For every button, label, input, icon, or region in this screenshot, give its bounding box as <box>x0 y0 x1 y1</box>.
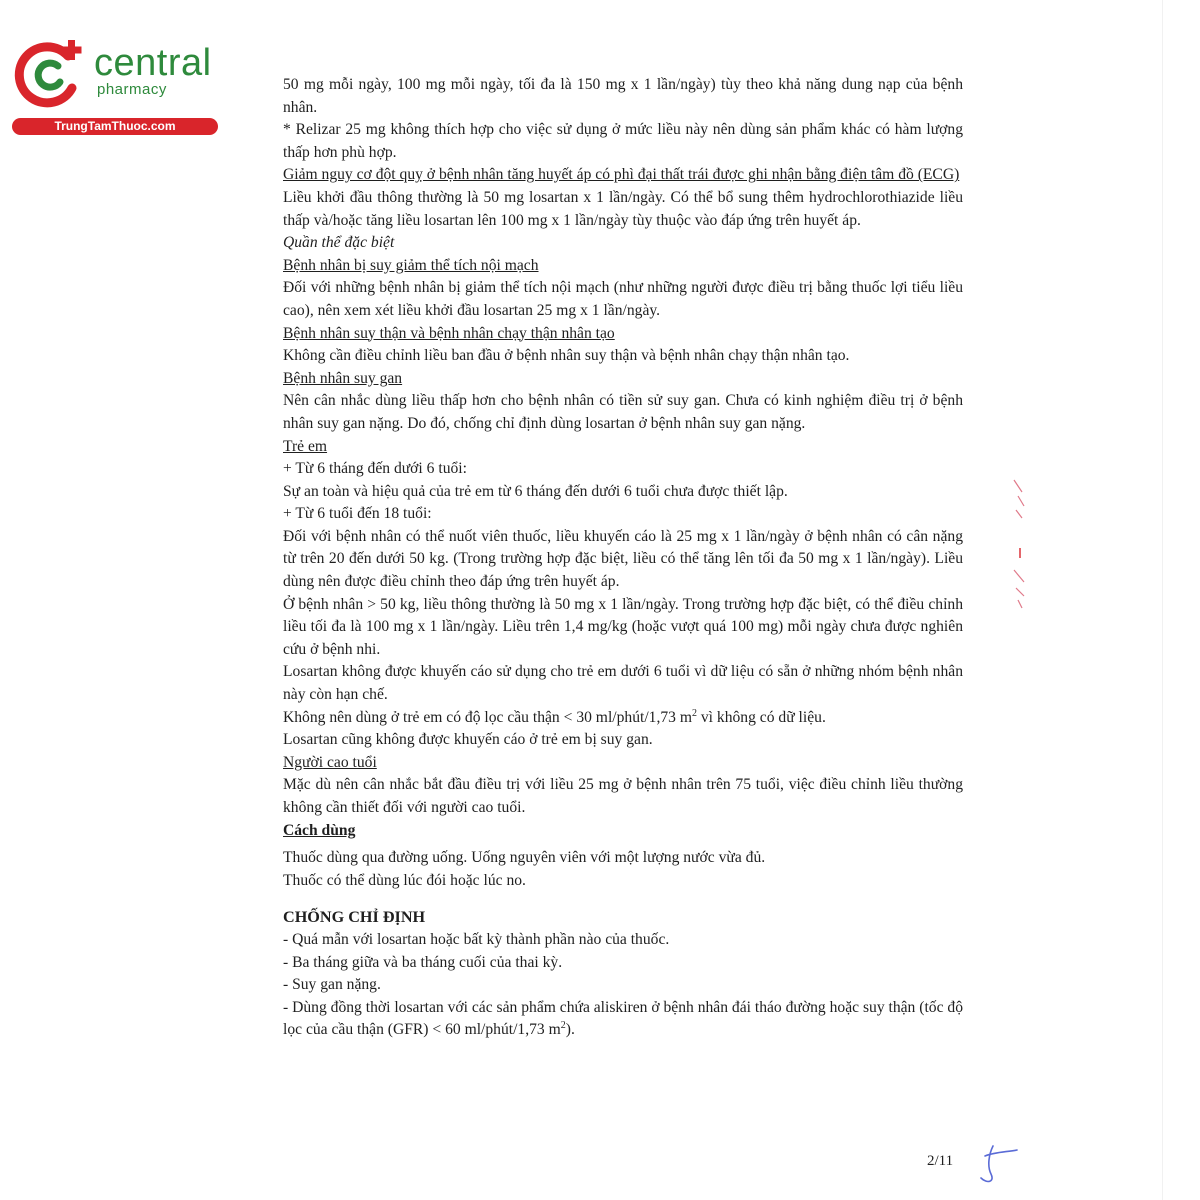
subheading-hepatic: Bệnh nhân suy gan <box>283 369 403 387</box>
list-item: - Ba tháng giữa và ba tháng cuối của thai kỳ. <box>283 953 563 971</box>
paragraph: Không cần điều chỉnh liều ban đầu ở bệnh nhân suy thận và bệnh nhân chạy thận nhân tạo. <box>283 347 850 365</box>
heading-administration: Cách dùng <box>283 821 356 839</box>
document-body <box>283 74 963 1042</box>
text: vì không có dữ liệu. <box>696 708 826 726</box>
text: Không nên dùng ở trẻ em có độ lọc cầu thận < 30 ml/phút/1,73 m <box>283 708 692 726</box>
paragraph <box>283 707 963 730</box>
paragraph: * Relizar 25 mg không thích hợp cho việc sử dụng ở mức liều này nên dùng sản phẩm khác có hàm lượng thấp hơn phù hợp. <box>283 121 963 161</box>
scan-edge-line <box>1162 0 1163 1200</box>
paragraph: Mặc dù nên cân nhắc bắt đầu điều trị với liều 25 mg ở bệnh nhân trên 75 tuổi, việc điều chỉnh liều thường không cần thiết đối với người cao tuổi. <box>283 776 963 816</box>
logo-website-banner[interactable]: TrungTamThuoc.com <box>12 118 218 135</box>
paragraph: Losartan không được khuyến cáo sử dụng cho trẻ em dưới 6 tuổi vì dữ liệu có sẵn ở những nhóm bệnh nhân này còn hạn chế. <box>283 663 963 704</box>
subheading-volume-depletion: Bệnh nhân bị suy giảm thể tích nội mạch <box>283 256 539 274</box>
margin-stamp-marks <box>1008 470 1032 620</box>
heading-contraindications: CHỐNG CHỈ ĐỊNH <box>283 908 426 927</box>
paragraph: Sự an toàn và hiệu quả của trẻ em từ 6 tháng đến dưới 6 tuổi chưa được thiết lập. <box>283 482 788 500</box>
pharmacy-cross-icon <box>12 36 88 112</box>
list-item: - Suy gan nặng. <box>283 976 381 994</box>
paragraph: Ở bệnh nhân > 50 kg, liều thông thường là 50 mg x 1 lần/ngày. Trong trường hợp đặc biệt, có thể điều chỉnh liều tối đa là 100 mg x 1 lần/ngày. Liều trên 1,4 mg/kg (hoặc vượt quá 100 mg) mỗi ngày chưa được nghiên cứu ở bệnh nhi. <box>283 595 963 658</box>
paragraph: Thuốc dùng qua đường uống. Uống nguyên viên với một lượng nước vừa đủ. <box>283 849 766 867</box>
paragraph: Liều khởi đầu thông thường là 50 mg losartan x 1 lần/ngày. Có thể bổ sung thêm hydrochlorothiazide liều thấp và/hoặc tăng liều losartan lên 100 mg x 1 lần/ngày tùy thuộc vào đáp ứng trên huyết áp. <box>283 188 963 229</box>
paragraph: + Từ 6 tháng đến dưới 6 tuổi: <box>283 460 467 478</box>
paragraph: Thuốc có thể dùng lúc đói hoặc lúc no. <box>283 871 526 889</box>
text: - Dùng đồng thời losartan với các sản phẩm chứa aliskiren ở bệnh nhân đái tháo đường hoặc suy thận (tốc độ lọc của cầu thận (GFR) < 60 ml/phút/1,73 m <box>283 998 963 1039</box>
subheading-special-populations: Quần thể đặc biệt <box>283 234 395 252</box>
subheading-stroke-risk: Giảm nguy cơ đột quỵ ở bệnh nhân tăng huyết áp có phì đại thất trái được ghi nhận bằng điện tâm đồ (ECG) <box>283 166 960 184</box>
paragraph: Nên cân nhắc dùng liều thấp hơn cho bệnh nhân có tiền sử suy gan. Chưa có kinh nghiệm điều trị ở bệnh nhân suy gan nặng. Do đó, chống chỉ định dùng losartan ở bệnh nhân suy gan nặng. <box>283 392 963 432</box>
paragraph: Đối với bệnh nhân có thể nuốt viên thuốc, liều khuyến cáo là 25 mg x 1 lần/ngày ở bệnh nhân có cân nặng từ trên 20 đến dưới 50 kg. (Trong trường hợp đặc biệt, liều có thể tăng lên tối đa 50 mg x 1 lần/ngày). Liều dùng nên được điều chỉnh theo đáp ứng trên huyết áp. <box>283 527 963 591</box>
logo-name: central <box>94 42 212 84</box>
list-item <box>283 997 963 1042</box>
paragraph: Losartan cũng không được khuyến cáo ở trẻ em bị suy gan. <box>283 731 653 749</box>
central-pharmacy-logo[interactable] <box>8 36 218 136</box>
page-number: 2/11 <box>927 1153 954 1169</box>
subheading-elderly: Người cao tuổi <box>283 753 377 771</box>
logo-wordmark <box>94 44 212 98</box>
subheading-children: Trẻ em <box>283 437 328 455</box>
signature-mark <box>965 1138 1025 1188</box>
paragraph: Đối với những bệnh nhân bị giảm thể tích nội mạch (như những người được điều trị bằng thuốc lợi tiểu liều cao), nên xem xét liều khởi đầu losartan 25 mg x 1 lần/ngày. <box>283 279 963 319</box>
logo-subtitle: pharmacy <box>97 81 167 98</box>
text: ). <box>565 1021 575 1039</box>
paragraph: 50 mg mỗi ngày, 100 mg mỗi ngày, tối đa là 150 mg x 1 lần/ngày) tùy theo khả năng dung nạp của bệnh nhân. <box>283 76 963 116</box>
list-item: - Quá mẫn với losartan hoặc bất kỳ thành phần nào của thuốc. <box>283 930 670 948</box>
superscript: 2 <box>560 1020 566 1032</box>
superscript: 2 <box>691 707 697 719</box>
subheading-renal: Bệnh nhân suy thận và bệnh nhân chạy thận nhân tạo <box>283 324 615 342</box>
paragraph: + Từ 6 tuổi đến 18 tuổi: <box>283 505 432 523</box>
